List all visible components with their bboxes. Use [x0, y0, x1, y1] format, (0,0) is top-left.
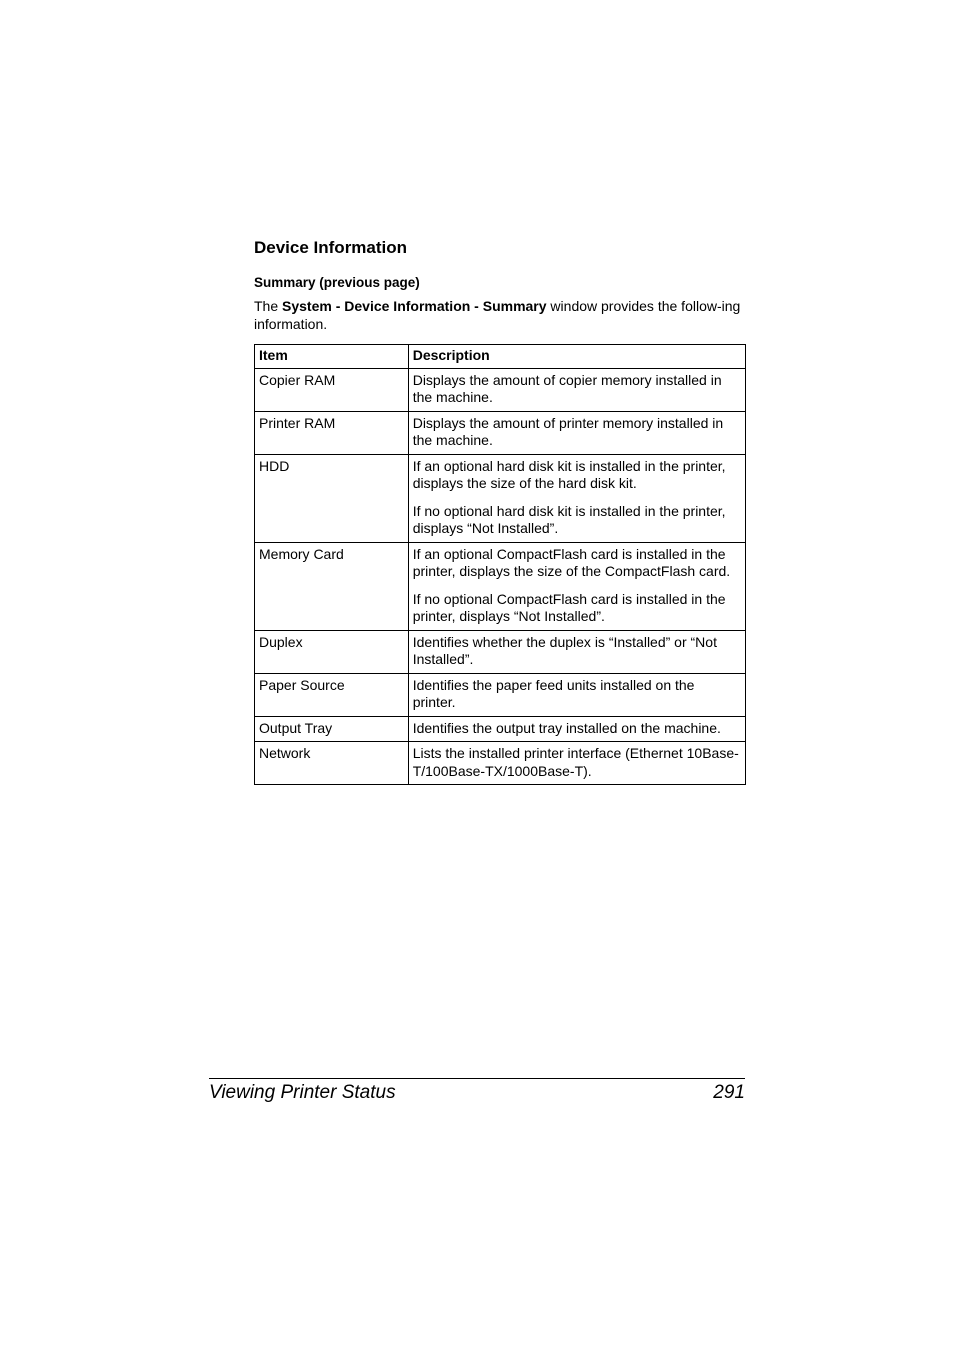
description-cell — [408, 673, 745, 716]
item-cell: Memory Card — [255, 542, 409, 630]
item-cell: Network — [255, 742, 409, 785]
table-row — [255, 368, 746, 411]
intro-suffix: window provides the follow-ing information. — [254, 298, 741, 332]
description-paragraph: Displays the amount of printer memory installed in the machine. — [412, 414, 724, 448]
description-cell — [408, 368, 745, 411]
item-cell: Printer RAM — [255, 411, 409, 454]
header-description: Description — [408, 345, 745, 369]
description-cell — [408, 454, 745, 542]
description-cell — [408, 542, 745, 630]
footer-title: Viewing Printer Status — [209, 1082, 396, 1103]
table-row — [255, 716, 746, 742]
description-paragraph: Identifies whether the duplex is “Installed” or “Not Installed”. — [412, 633, 717, 667]
table-row — [255, 630, 746, 673]
description-cell — [408, 411, 745, 454]
description-cell — [408, 716, 745, 742]
intro-paragraph — [254, 298, 746, 333]
table-row — [255, 454, 746, 542]
description-paragraph: Displays the amount of copier memory installed in the machine. — [412, 371, 722, 405]
table-body — [255, 368, 746, 785]
intro-window-name: System - Device Information - Summary — [282, 298, 547, 314]
description-cell — [408, 742, 745, 785]
description-paragraph: Identifies the output tray installed on the machine. — [412, 719, 721, 736]
page-number: 291 — [713, 1082, 745, 1103]
table-row — [255, 542, 746, 630]
description-paragraph: Lists the installed printer interface (Ethernet 10Base-T/100Base-TX/1000Base-T). — [412, 745, 739, 779]
footer-divider — [209, 1078, 745, 1079]
table-row — [255, 673, 746, 716]
subsection-heading: Summary (previous page) — [254, 275, 420, 290]
item-cell: Copier RAM — [255, 368, 409, 411]
device-info-table — [254, 344, 746, 785]
table-row — [255, 742, 746, 785]
item-cell: Paper Source — [255, 673, 409, 716]
description-paragraph: Identifies the paper feed units installed on the printer. — [412, 676, 695, 710]
header-item: Item — [255, 345, 409, 369]
item-cell: Duplex — [255, 630, 409, 673]
table-row — [255, 411, 746, 454]
table-header-row — [255, 345, 746, 369]
description-cell — [408, 630, 745, 673]
intro-prefix: The — [254, 298, 283, 314]
description-paragraph: If an optional hard disk kit is installed in the printer, displays the size of the hard disk kit. — [412, 457, 726, 491]
description-paragraph: If no optional hard disk kit is installed in the printer, displays “Not Installed”. — [412, 502, 726, 536]
section-heading: Device Information — [254, 238, 408, 257]
item-cell: HDD — [255, 454, 409, 542]
item-cell: Output Tray — [255, 716, 409, 742]
description-paragraph: If an optional CompactFlash card is installed in the printer, displays the size of the CompactFlash card. — [412, 545, 731, 579]
description-paragraph: If no optional CompactFlash card is installed in the printer, displays “Not Installed”. — [412, 590, 726, 624]
